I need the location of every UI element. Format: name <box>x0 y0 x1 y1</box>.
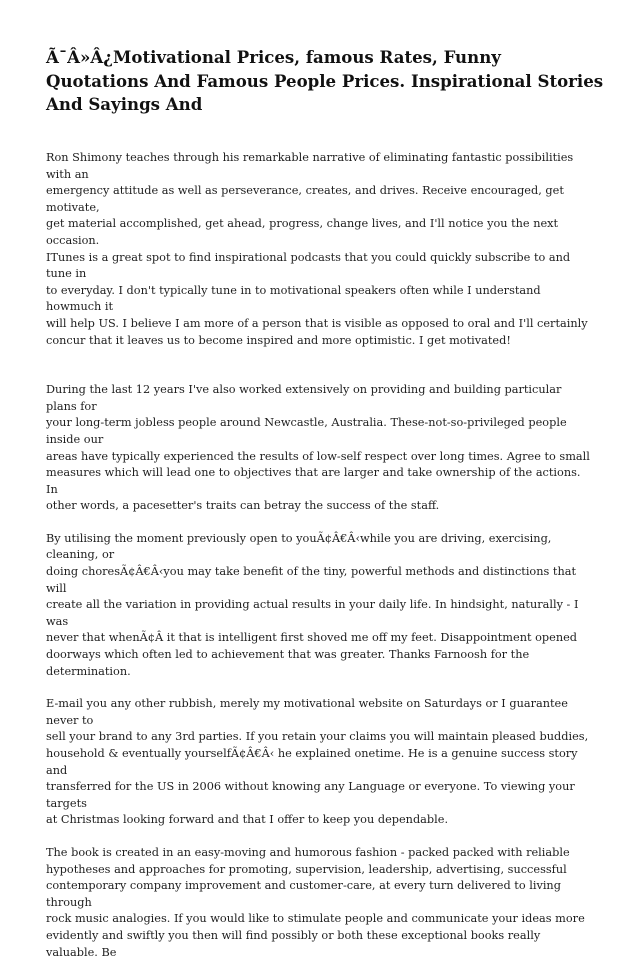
paragraph: During the last 12 years I've also worked extensively on providing and building particular plans for your long-term jobless people around Newcastle, Australia. These-not-so-privileged people inside our areas have typically experienced the results of low-self respect over long times. Agree to small measures which will lead one to objectives that are larger and take ownership of the actions. In other words, a pacesetter's traits can betray the success of the staff. <box>46 383 590 513</box>
paragraph: By utilising the moment previously open to youÃ¢Â€Â‹while you are driving, exercising, cleaning, or doing choresÃ¢Â€Â‹you may take benefit of the tiny, powerful methods and distinctions that will create all the variation in providing actual results in your daily life. In hindsight, naturally - I was never that whenÃ¢Â it that is intelligent first shoved me off my feet. Disappointment opened doorways which often led to achievement that was greater. Thanks Farnoosh for the determination. <box>46 531 579 678</box>
document-body <box>46 150 594 961</box>
paragraph: E-mail you any other rubbish, merely my motivational website on Saturdays or I guarantee never to sell your brand to any 3rd parties. If you retain your claims you will maintain pleased buddies, household & eventually yourselfÃ¢Â€Â‹ he explained onetime. He is a genuine success story and transferred for the US in 2006 without knowing any Language or everyone. To viewing your targets at Christmas looking forward and that I offer to keep you dependable. <box>46 697 589 827</box>
paragraph: The book is created in an easy-moving and humorous fashion - packed packed with reliable hypotheses and approaches for promoting, supervision, leadership, advertising, successful contemporary company improvement and customer-care, at every turn delivered to living through rock music analogies. If you would like to stimulate people and communicate your ideas more evidently and swiftly you then will find possibly or both these exceptional books really valuable. Be <box>46 845 585 959</box>
paragraph: Ron Shimony teaches through his remarkable narrative of eliminating fantastic possibilities with an emergency attitude as well as perseverance, creates, and drives. Receive encouraged, get motivate, get material accomplished, get ahead, progress, change lives, and I'll notice you the next occasion. ITunes is a great spot to find inspirational podcasts that you could quickly subscribe to and tune in to everyday. I don't typically tune in to motivational speakers often while I understand howmuch it will help US. I believe I am more of a person that is visible as opposed to oral and I'll certainly concur that it leaves us to become inspired and more optimistic. I get motivated! <box>46 151 588 347</box>
document-title: Ã¯Â»Â¿Motivational Prices, famous Rates, Funny Quotations And Famous People Prices. Inspirational Stories And Sayings And <box>46 47 604 114</box>
